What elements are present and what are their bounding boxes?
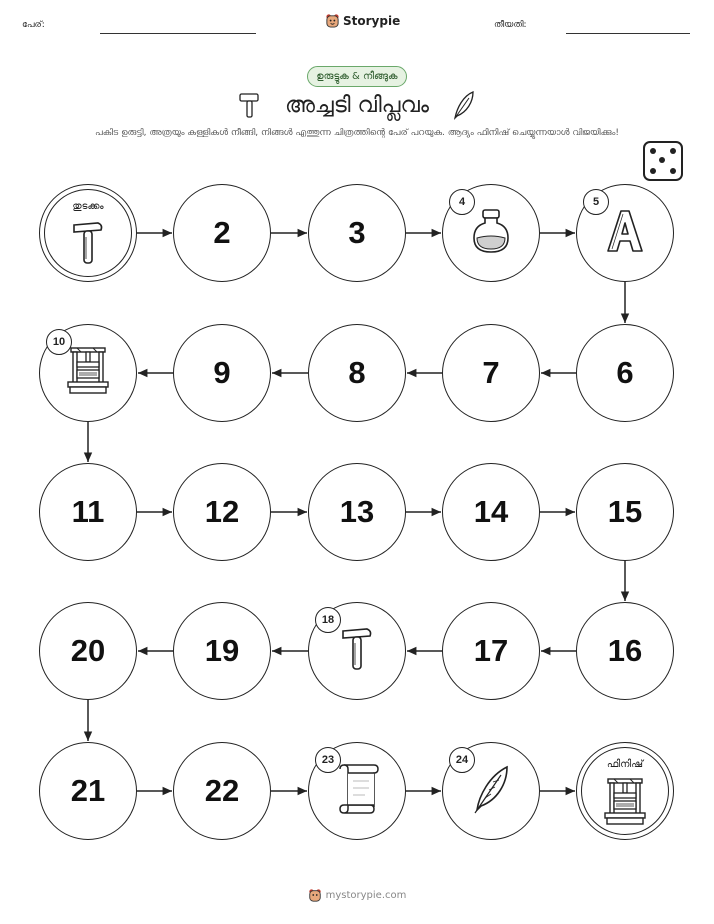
hammer-icon	[339, 625, 375, 677]
board-space-8[interactable]	[308, 324, 406, 422]
date-label: തീയതി:	[494, 20, 527, 30]
board-space-17[interactable]	[442, 602, 540, 700]
hammer-icon	[70, 219, 106, 271]
space-number-badge: 4	[449, 189, 475, 215]
board-space-15[interactable]	[576, 463, 674, 561]
board-space-11[interactable]	[39, 463, 137, 561]
game-type-pill: ഉരുട്ടുക & നീങ്ങുക	[307, 66, 406, 87]
board-space-13[interactable]	[308, 463, 406, 561]
board-space-9[interactable]	[173, 324, 271, 422]
start-label: തുടക്കം	[72, 201, 104, 212]
board-space-21[interactable]	[39, 742, 137, 840]
space-number-badge: 5	[583, 189, 609, 215]
board-space-3[interactable]	[308, 184, 406, 282]
board-space-22[interactable]	[173, 742, 271, 840]
ink-bottle-icon	[471, 208, 511, 258]
page-title: അച്ചടി വിപ്ലവം	[284, 92, 429, 118]
board-space-12[interactable]	[173, 463, 271, 561]
storypie-mascot-icon	[308, 888, 322, 902]
space-number-badge: 23	[315, 747, 341, 773]
space-number: 16	[607, 633, 643, 668]
brand-name: Storypie	[343, 13, 401, 28]
board-space-19[interactable]	[173, 602, 271, 700]
space-number: 7	[482, 355, 500, 390]
footer-url: mystorypie.com	[325, 889, 407, 901]
name-label: പേര്:	[22, 20, 45, 30]
space-number-badge: 24	[449, 747, 475, 773]
printing-press-icon	[602, 777, 648, 831]
scroll-icon	[334, 763, 380, 819]
letter-a-block-icon	[603, 207, 647, 259]
quill-icon	[471, 764, 511, 818]
board-space-20[interactable]	[39, 602, 137, 700]
space-number: 8	[348, 355, 366, 390]
board-space-7[interactable]	[442, 324, 540, 422]
space-number: 15	[607, 494, 643, 529]
space-number: 6	[616, 355, 634, 390]
space-number: 19	[204, 633, 240, 668]
finish-space[interactable]	[576, 742, 674, 840]
footer	[308, 888, 407, 902]
board-space-2[interactable]	[173, 184, 271, 282]
space-number: 22	[204, 773, 240, 808]
board-space-14[interactable]	[442, 463, 540, 561]
instructions: പകിട ഉരുട്ടി, അത്രയും കള്ളികൾ നീങ്ങി, നിങ്ങൾ എത്തുന്ന ചിത്രത്തിന്റെ പേര് പറയുക. ആദ്യം ഫിനിഷ് ചെയ്യുന്നയാൾ വിജയിക്കും!	[95, 128, 619, 138]
space-number: 20	[70, 633, 106, 668]
space-number: 11	[71, 494, 105, 529]
footer-wrap	[0, 888, 714, 902]
space-number-badge: 10	[46, 329, 72, 355]
space-number: 9	[213, 355, 231, 390]
board-space-16[interactable]	[576, 602, 674, 700]
space-number: 12	[204, 494, 240, 529]
space-number: 17	[473, 633, 509, 668]
finish-label: ഫിനിഷ്	[606, 759, 644, 770]
board-space-6[interactable]	[576, 324, 674, 422]
start-space[interactable]	[39, 184, 137, 282]
space-number: 13	[339, 494, 375, 529]
printing-press-icon	[65, 346, 111, 400]
space-number-badge: 18	[315, 607, 341, 633]
space-number: 21	[70, 773, 106, 808]
space-number: 3	[348, 215, 366, 250]
space-number: 2	[213, 215, 231, 250]
space-number: 14	[473, 494, 509, 529]
